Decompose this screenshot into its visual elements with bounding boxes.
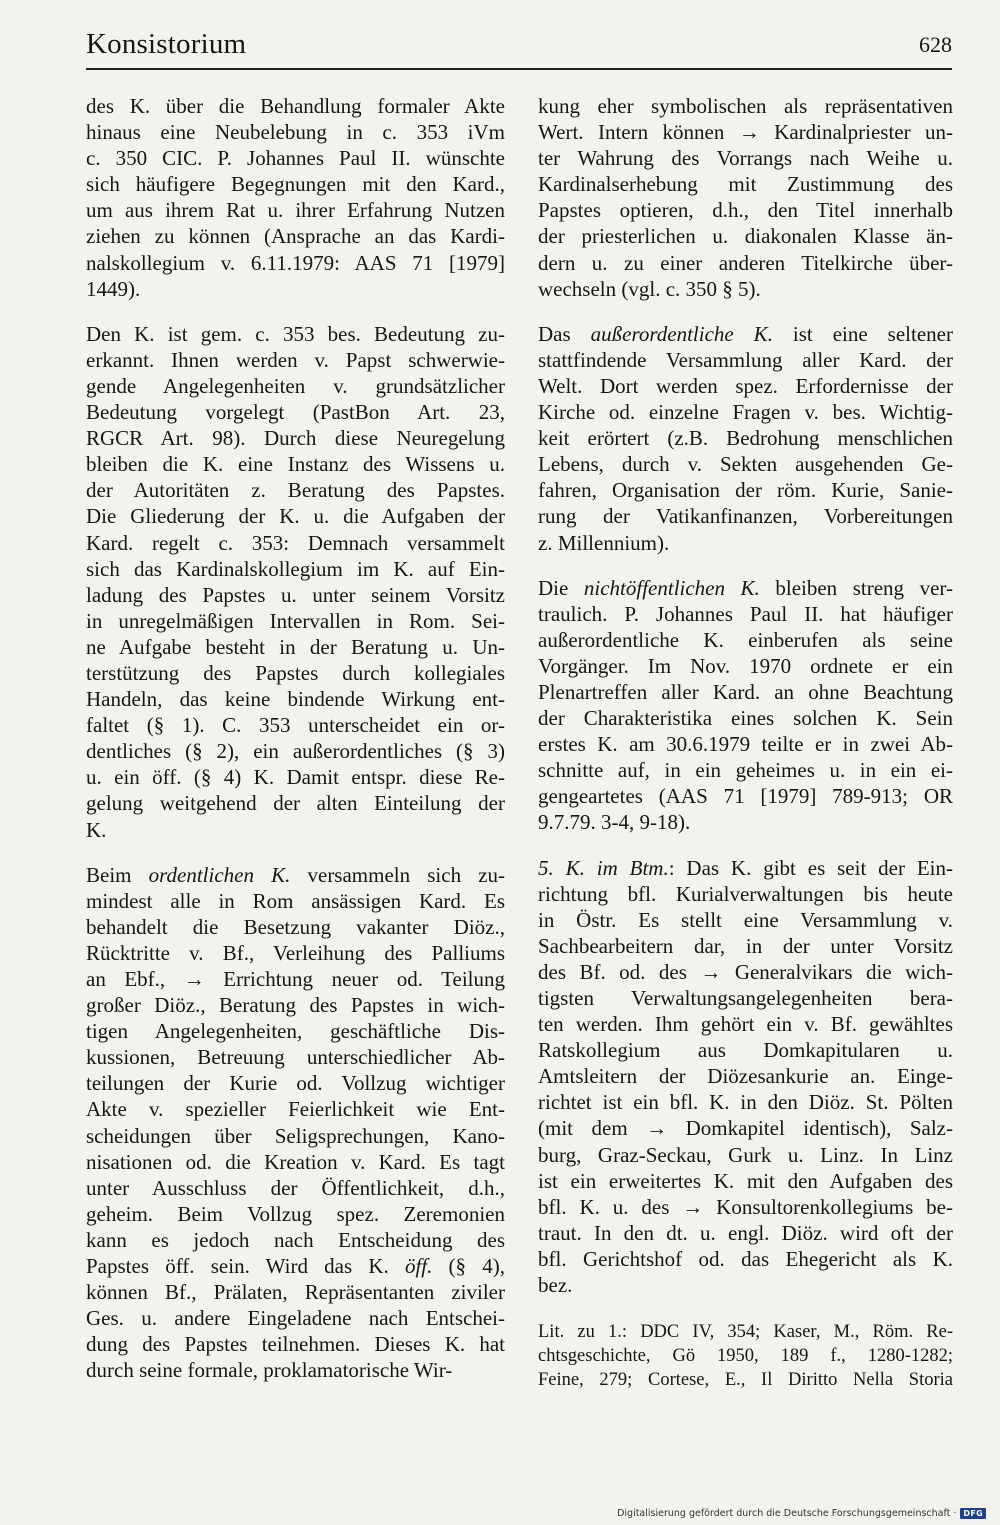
text-line: terstützung des Papstes durch kollegiales: [86, 660, 505, 685]
paragraph: [86, 93, 505, 302]
right-column: [538, 93, 953, 1392]
text-line: Beim ordentlichen K. versammeln sich zu-: [86, 862, 505, 887]
text-line: Wert. Intern können → Kardinalpriester un-: [538, 120, 953, 145]
text-line: ziehen zu können (Ansprache an das Kardi-: [86, 224, 505, 249]
text-line: behandelt die Besetzung vakanter Diöz.,: [86, 914, 505, 939]
text-line: in Östr. Es stellt eine Versammlung v.: [538, 907, 953, 932]
text-line: kung eher symbolischen als repräsentativen: [538, 94, 953, 118]
text-line: bfl. K. u. des → Konsultorenkollegiums be-: [538, 1194, 953, 1219]
text-line: an Ebf., → Errichtung neuer od. Teilung: [86, 967, 505, 991]
text-line: Feine, 279; Cortese, E., Il Diritto Nella Storia: [538, 1370, 953, 1391]
text-line: Lit. zu 1.: DDC IV, 354; Kaser, M., Röm. Re-: [538, 1322, 953, 1343]
text-line: u. ein öff. (§ 4) K. Damit entspr. diese Re-: [86, 765, 505, 790]
text-line: um aus ihrem Rat u. ihrer Erfahrung Nutzen: [86, 198, 505, 223]
text-line: faltet (§ 1). C. 353 unterscheidet ein or-: [86, 713, 505, 738]
text-line: Vorgänger. Im Nov. 1970 ordnete er ein: [538, 653, 953, 678]
paragraph: [538, 321, 953, 556]
text-line: bez.: [538, 1273, 573, 1298]
text-line: des Bf. od. des → Generalvikars die wich-: [538, 959, 953, 984]
paragraph: [538, 93, 953, 302]
text-line: sich das Kardinalskollegium im K. auf Ein-: [86, 556, 505, 581]
text-line: dentliches (§ 2), ein außerordentliches (§ 3): [86, 739, 505, 764]
text-line: Die nichtöffentlichen K. bleiben streng ver-: [538, 575, 953, 600]
text-line: Lebens, durch v. Sekten ausgehenden Ge-: [538, 452, 953, 477]
text-line: mindest alle in Rom ansässigen Kard. Es: [86, 888, 505, 913]
text-line: können Bf., Prälaten, Repräsentanten ziviler: [86, 1280, 505, 1305]
page-header: [86, 24, 952, 70]
text-line: Welt. Dort werden spez. Erfordernisse der: [538, 373, 953, 398]
text-line: ladung des Papstes u. unter seinem Vorsitz: [86, 582, 505, 607]
paragraph: [538, 575, 953, 836]
text-line: großer Diöz., Beratung des Papstes in wich-: [86, 993, 505, 1018]
text-line: gelung weitgehend der alten Einteilung der: [86, 791, 505, 816]
text-line: richtet ist ein bfl. K. in den Diöz. St. Pölten: [538, 1090, 953, 1115]
text-line: bleiben die K. eine Instanz des Wissens u.: [86, 452, 505, 477]
text-line: außerordentliche K. einberufen als seine: [538, 627, 953, 652]
text-line: scheidungen über Seligsprechungen, Kano-: [86, 1123, 505, 1148]
text-line: bfl. Gerichtshof od. das Ehegericht als K.: [538, 1246, 953, 1271]
paragraph: [538, 855, 953, 1299]
text-line: Das außerordentliche K. ist eine seltener: [538, 321, 953, 346]
text-line: teilungen der Kurie od. Vollzug wichtiger: [86, 1071, 505, 1096]
text-line: stattfindende Versammlung aller Kard. der: [538, 347, 953, 372]
text-line: traut. In den dt. u. engl. Diöz. wird oft der: [538, 1220, 953, 1245]
text-line: nalskollegium v. 6.11.1979: AAS 71 [1979]: [86, 250, 505, 275]
text-line: rung der Vatikanfinanzen, Vorbereitungen: [538, 504, 953, 529]
text-line: erkannt. Ihnen werden v. Papst schwerwie-: [86, 347, 505, 372]
text-line: dern u. zu einer anderen Titelkirche über-: [538, 250, 953, 275]
text-line: dung des Papstes teilnehmen. Dieses K. hat: [86, 1332, 505, 1357]
text-line: Papstes öff. sein. Wird das K. öff. (§ 4),: [86, 1254, 505, 1279]
text-line: Bedeutung vorgelegt (PastBon Art. 23,: [86, 400, 505, 425]
text-line: durch seine formale, proklamatorische Wir-: [86, 1358, 453, 1383]
text-line: z. Millennium).: [538, 530, 670, 555]
text-line: chtsgeschichte, Gö 1950, 189 f., 1280-1282;: [538, 1346, 953, 1367]
text-line: Rücktritte v. Bf., Verleihung des Palliums: [86, 940, 505, 965]
paragraph: [86, 321, 505, 843]
text-line: keit erörtert (z.B. Bedrohung menschlichen: [538, 426, 953, 451]
text-line: Die Gliederung der K. u. die Aufgaben der: [86, 504, 505, 529]
text-line: der Autoritäten z. Beratung des Papstes.: [86, 478, 505, 503]
text-line: Kardinalserhebung mit Zustimmung des: [538, 172, 953, 197]
text-line: 1449).: [86, 276, 141, 301]
text-line: Papstes optieren, d.h., den Titel innerhalb: [538, 198, 953, 223]
text-line: nisationen od. die Kreation v. Kard. Es tagt: [86, 1149, 505, 1174]
text-line: Ratskollegium aus Domkapitularen u.: [538, 1038, 953, 1063]
text-line: RGCR Art. 98). Durch diese Neuregelung: [86, 426, 505, 451]
text-line: sich häufigere Begegnungen mit den Kard.,: [86, 172, 505, 197]
text-line: schnitte auf, in ein geheimes u. in ein ei-: [538, 758, 953, 783]
text-line: tigsten Verwaltungsangelegenheiten bera-: [538, 986, 953, 1010]
footer-credit: Digitalisierung gefördert durch die Deutsche Forschungsgemeinschaft ·: [617, 1508, 957, 1519]
text-line: geheim. Beim Vollzug spez. Zeremonien: [86, 1201, 505, 1226]
text-line: ter Wahrung des Vorrangs nach Weihe u.: [538, 146, 953, 171]
text-line: Kard. regelt c. 353: Demnach versammelt: [86, 530, 505, 555]
text-line: Plenartreffen aller Kard. an ohne Beachtung: [538, 679, 953, 704]
footer: [617, 1508, 986, 1519]
text-line: fahren, Organisation der röm. Kurie, Sanie-: [538, 478, 953, 503]
text-line: ten werden. Ihm gehört ein v. Bf. gewähltes: [538, 1012, 953, 1037]
text-line: 9.7.79. 3-4, 9-18).: [538, 810, 691, 835]
text-line: 5. K. im Btm.: Das K. gibt es seit der Ein-: [538, 855, 953, 880]
text-line: kussionen, Betreuung unterschiedlicher Ab-: [86, 1045, 505, 1070]
running-title: Konsistorium: [86, 28, 247, 60]
text-line: gende Angelegenheiten v. grundsätzlicher: [86, 373, 505, 398]
text-line: wechseln (vgl. c. 350 § 5).: [538, 276, 761, 301]
text-line: tigen Angelegenheiten, geschäftliche Dis-: [86, 1019, 505, 1044]
text-line: Kirche od. einzelne Fragen v. bes. Wichtig-: [538, 400, 953, 425]
text-line: Handeln, das keine bindende Wirkung ent-: [86, 687, 505, 712]
text-line: Amtsleitern der Diözesankurie an. Einge-: [538, 1064, 953, 1089]
page-number: 628: [919, 32, 952, 57]
left-column: [86, 93, 505, 1384]
text-line: ne Aufgabe besteht in der Beratung u. Un-: [86, 634, 505, 659]
paragraph: [86, 862, 505, 1384]
text-line: der Charakteristika eines solchen K. Sein: [538, 706, 953, 731]
text-line: K.: [86, 817, 107, 842]
text-line: Sachbearbeitern dar, in der unter Vorsitz: [538, 933, 953, 958]
text-line: des K. über die Behandlung formaler Akte: [86, 94, 505, 118]
text-line: der priesterlichen u. diakonalen Klasse än-: [538, 224, 953, 249]
text-line: gengeartetes (AAS 71 [1979] 789-913; OR: [538, 784, 953, 809]
text-line: Ges. u. andere Eingeladene nach Entschei-: [86, 1306, 505, 1331]
text-line: erstes K. am 30.6.1979 teilte er in zwei Ab-: [538, 732, 953, 757]
text-line: Den K. ist gem. c. 353 bes. Bedeutung zu-: [86, 321, 505, 346]
dfg-logo: DFG: [960, 1508, 986, 1519]
text-line: ist ein erweitertes K. mit den Aufgaben des: [538, 1168, 953, 1193]
text-line: richtung bfl. Kurialverwaltungen bis heute: [538, 881, 953, 906]
text-line: (mit dem → Domkapitel identisch), Salz-: [538, 1116, 953, 1141]
text-line: in unregelmäßigen Intervallen in Rom. Sei-: [86, 608, 505, 633]
text-line: burg, Graz-Seckau, Gurk u. Linz. In Linz: [538, 1142, 953, 1167]
text-line: Akte v. spezieller Feierlichkeit wie Ent-: [86, 1097, 505, 1122]
text-line: kann es jedoch nach Entscheidung des: [86, 1227, 505, 1252]
text-line: unter Ausschluss der Öffentlichkeit, d.h.,: [86, 1175, 505, 1200]
text-line: hinaus eine Neubelebung in c. 353 iVm: [86, 120, 505, 145]
text-line: c. 350 CIC. P. Johannes Paul II. wünschte: [86, 146, 505, 171]
literature-references: [538, 1320, 953, 1392]
text-line: traulich. P. Johannes Paul II. hat häufiger: [538, 601, 953, 626]
